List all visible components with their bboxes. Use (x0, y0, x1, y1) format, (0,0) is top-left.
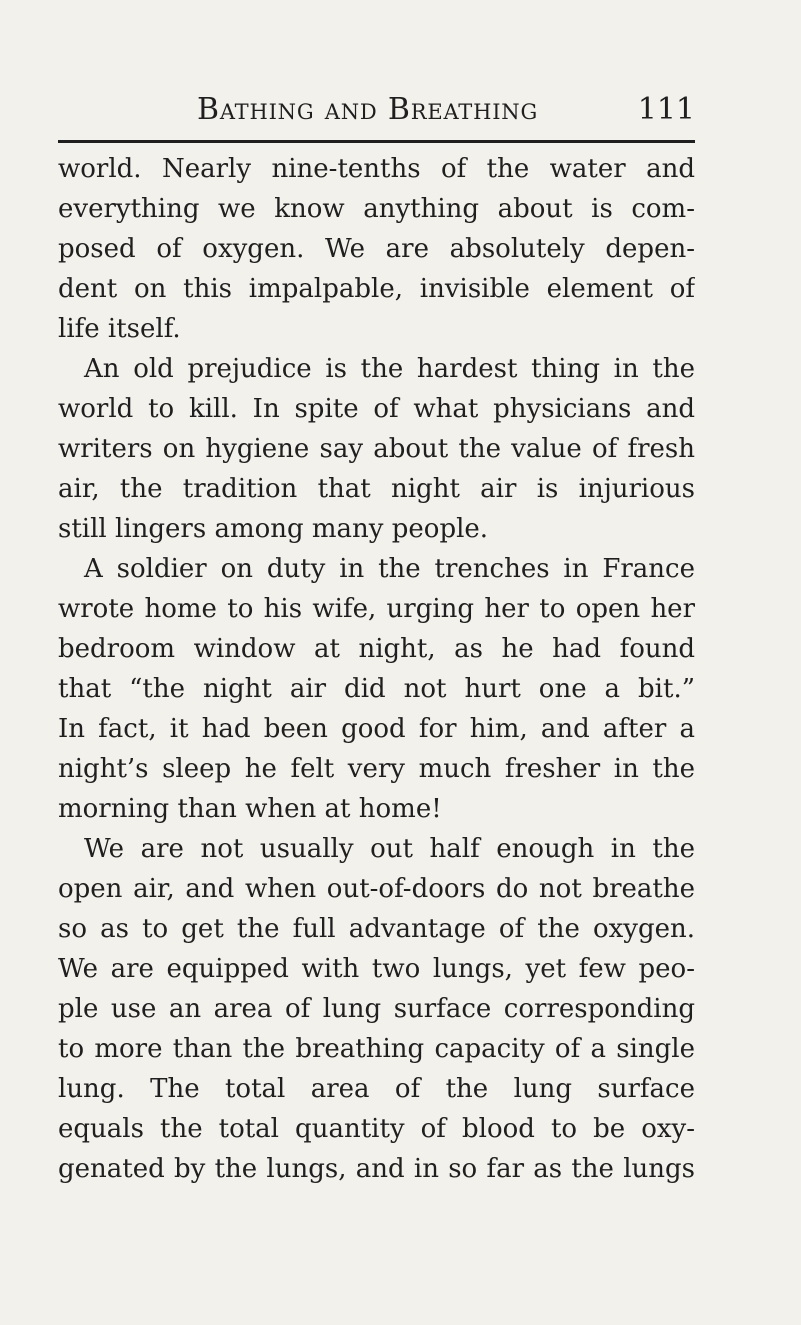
text-line: air, the tradition that night air is injurious (58, 474, 695, 504)
text-line: night’s sleep he felt very much fresher in the (58, 754, 695, 784)
text-line: everything we know anything about is com- (58, 194, 695, 224)
text-line: equals the total quantity of blood to be oxy- (58, 1114, 695, 1144)
body-text (58, 149, 695, 1189)
text-line: posed of oxygen. We are absolutely depen- (58, 234, 695, 264)
paragraph-2 (58, 349, 695, 549)
running-header (0, 92, 801, 132)
paragraph-4 (58, 829, 695, 1189)
text-line: to more than the breathing capacity of a single (58, 1034, 695, 1064)
text-line: ple use an area of lung surface corresponding (58, 994, 695, 1024)
paragraph-1 (58, 149, 695, 349)
text-line: genated by the lungs, and in so far as the lungs (58, 1154, 695, 1184)
text-line: lung. The total area of the lung surface (58, 1074, 695, 1104)
text-line: life itself. (58, 314, 181, 344)
text-line: morning than when at home! (58, 794, 442, 824)
page-number: 111 (637, 92, 695, 127)
text-line: wrote home to his wife, urging her to open her (58, 594, 695, 624)
text-line: still lingers among many people. (58, 514, 489, 544)
text-line: so as to get the full advantage of the oxygen. (58, 914, 695, 944)
paragraph-3 (58, 549, 695, 829)
text-line: bedroom window at night, as he had found (58, 634, 695, 664)
text-line: A soldier on duty in the trenches in France (84, 554, 695, 584)
running-title: Bathing and Breathing (197, 92, 539, 127)
header-rule (58, 140, 695, 143)
text-line: open air, and when out-of-doors do not breathe (58, 874, 695, 904)
text-line: We are equipped with two lungs, yet few peo- (58, 954, 695, 984)
text-line: world to kill. In spite of what physicians and (58, 394, 695, 424)
text-line: In fact, it had been good for him, and after a (58, 714, 695, 744)
text-line: that “the night air did not hurt one a bit.” (58, 674, 695, 704)
text-line: world. Nearly nine-tenths of the water and (58, 154, 695, 184)
text-line: An old prejudice is the hardest thing in the (84, 354, 695, 384)
text-line: dent on this impalpable, invisible element of (58, 274, 695, 304)
text-line: We are not usually out half enough in the (84, 834, 695, 864)
text-line: writers on hygiene say about the value of fresh (58, 434, 695, 464)
